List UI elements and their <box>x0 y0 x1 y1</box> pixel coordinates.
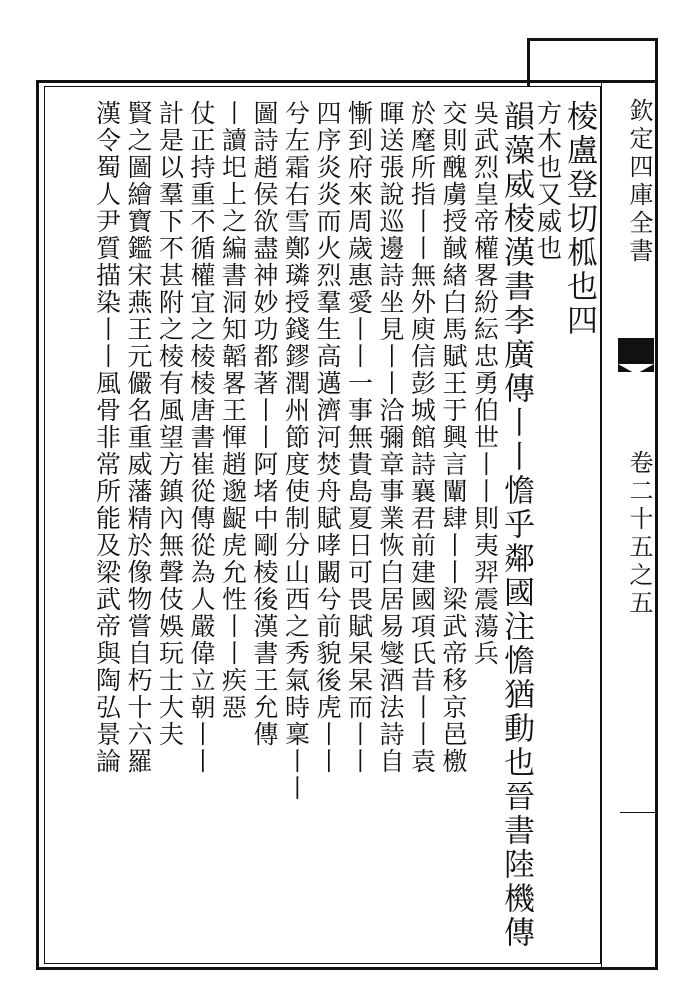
text-column: 交則醜虜授馘緖白馬賦王于興言闡肆丨丨梁武帝移京邑檄 <box>439 100 468 775</box>
text-column: 賢之圖繪寶鑑宋燕王元儼名重威藩精於像物嘗自朽十六羅 <box>124 100 153 775</box>
text-column: 吳武烈皇帝權畧紛紜忠勇伯世丨丨則夷羿震蕩兵 <box>470 100 500 667</box>
text-column: 兮左霜右雪鄭璘授錢鏐潤州節度使制分山西之秀氣時稟丨丨 <box>281 100 311 802</box>
volume-label: 卷二十五之五 <box>625 450 653 618</box>
text-column: 四序炎炎而火烈羣生高邁濟河焚舟賦哮闞兮前貌後虎丨丨 <box>313 100 342 775</box>
margin-divider <box>620 812 656 813</box>
fishtail-mark-icon <box>618 338 654 372</box>
text-column: 暉送張說巡邊詩坐見丨丨洽彌章事業恢白居易燮酒法詩自 <box>376 100 405 775</box>
text-column: 方木也又威也 <box>533 100 563 262</box>
book-title: 欽定四庫全書 <box>625 98 653 266</box>
text-column: 仗正持重不循權宜之棱棱唐書崔從傳從為人嚴偉立朝丨丨 <box>187 100 216 775</box>
text-column: 於麾所指丨丨無外庾信彭城館詩襄君前建國項氏昔丨丨袁 <box>407 100 437 775</box>
text-column: 圖詩趙侯欲盡神妙功都著丨丨阿堵中剛棱後漢書王允傳 <box>250 100 279 748</box>
text-column: 漢令蜀人尹質描染丨丨風骨非常所能及梁武帝與陶弘景論 <box>92 100 122 775</box>
text-column: 棱盧登切柧也四 <box>561 100 597 338</box>
text-column: 慚到府來周歲惠愛丨丨一事無貴島夏日可畏賦杲杲而丨丨 <box>344 100 374 775</box>
text-column: 丨讀圯上之編書洞知韜畧王惲趙邈齪虎允性丨丨疾惡 <box>218 100 248 721</box>
text-column: 韻藻威棱漢書李廣傳丨丨憺乎鄰國注憺猶動也晉書陸機傳 <box>498 100 534 950</box>
text-column: 計是以羣下不甚附之棱有風望方鎮內無聲伎娛玩士大夫 <box>155 100 185 748</box>
headword-tab-box <box>527 38 658 86</box>
